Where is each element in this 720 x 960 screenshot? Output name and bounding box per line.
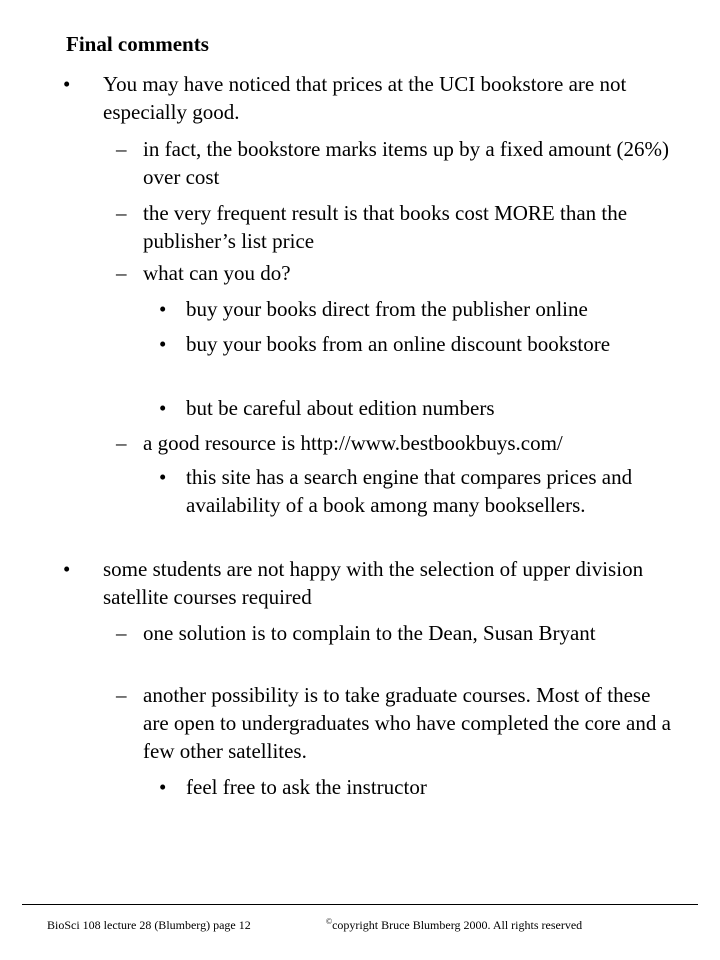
bullet-marker: • xyxy=(63,557,71,581)
footer-copyright xyxy=(326,918,582,933)
dash-marker: – xyxy=(116,201,127,225)
subbullet-text: one solution is to complain to the Dean, Susan Bryant xyxy=(143,621,596,645)
subbullet-complain xyxy=(116,619,678,647)
subbullet-text: another possibility is to take graduate courses. Most of these are open to undergraduates who have completed the core and a few other satellites. xyxy=(143,683,671,763)
bullet-marker: • xyxy=(159,297,167,321)
dash-marker: – xyxy=(116,683,127,707)
bullet-marker: • xyxy=(159,465,167,489)
subbullet-graduate-courses xyxy=(116,681,678,765)
subbullet-resource xyxy=(116,429,678,457)
footer-copyright-text: copyright Bruce Blumberg 2000. All rights reserved xyxy=(332,918,583,932)
subbullet-what-can-you-do xyxy=(116,259,678,287)
subsubbullet-text: feel free to ask the instructor xyxy=(186,775,427,799)
copyright-symbol: © xyxy=(326,917,333,926)
dash-marker: – xyxy=(116,431,127,455)
bullet-marker: • xyxy=(159,332,167,356)
slide-title: Final comments xyxy=(66,32,209,56)
bullet-text: some students are not happy with the selection of upper division satellite courses required xyxy=(103,557,644,609)
subsubbullet-text: this site has a search engine that compares prices and availability of a book among many booksellers. xyxy=(186,465,633,517)
dash-marker: – xyxy=(116,137,127,161)
subbullet-markup xyxy=(116,135,678,191)
subsubbullet-search-engine xyxy=(159,463,686,519)
subbullet-text: what can you do? xyxy=(143,261,291,285)
bullet-marker: • xyxy=(159,396,167,420)
dash-marker: – xyxy=(116,621,127,645)
subsubbullet-text: buy your books from an online discount bookstore xyxy=(186,332,611,356)
subsubbullet-edition xyxy=(159,394,686,422)
footer-page-info: BioSci 108 lecture 28 (Blumberg) page 12 xyxy=(47,918,251,932)
subsubbullet-text: but be careful about edition numbers xyxy=(186,396,495,420)
subbullet-text: the very frequent result is that books cost MORE than the publisher’s list price xyxy=(143,201,628,253)
bullet-marker: • xyxy=(159,775,167,799)
bullet-marker: • xyxy=(63,72,71,96)
dash-marker: – xyxy=(116,261,127,285)
subsubbullet-publisher xyxy=(159,295,686,323)
subbullet-text: a good resource is http://www.bestbookbuys.com/ xyxy=(143,431,563,455)
bullet-text: You may have noticed that prices at the UCI bookstore are not especially good. xyxy=(103,72,627,124)
bullet-satellite-courses xyxy=(63,555,703,611)
bullet-bookstore-prices xyxy=(63,70,703,126)
footer-divider xyxy=(22,904,698,905)
subsubbullet-ask-instructor xyxy=(159,773,686,801)
subsubbullet-discount xyxy=(159,330,686,358)
subbullet-cost-more xyxy=(116,199,678,255)
subsubbullet-text: buy your books direct from the publisher online xyxy=(186,297,588,321)
subbullet-text: in fact, the bookstore marks items up by a fixed amount (26%) over cost xyxy=(143,137,670,189)
